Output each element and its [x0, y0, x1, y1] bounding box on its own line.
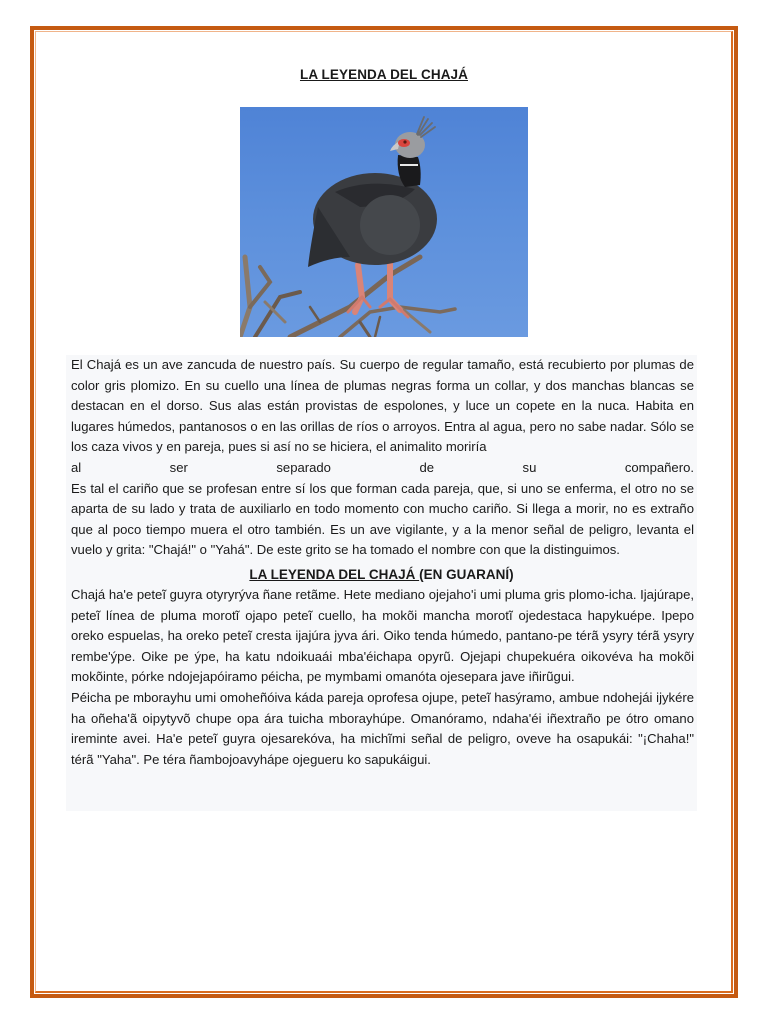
text-block [66, 355, 697, 811]
guarani-paragraph-2: Péicha pe mborayhu umi omoheñóiva káda pareja oprofesa ojupe, peteĩ hasýramo, ambue ndohejái ijykére ha oñeha'ã oipytyvõ chupe opa ára tuicha mborayhúpe. Omanóramo, ndaha'éi iñextraño pe ótro omano ireminte avei. Ha'e peteĩ guyra ojesarekóva, ha michĩmi señal de peligro, oveve ha osapukái: "¡Chaha!" térã "Yaha". Pe téra ñambojoavyhápe ojegueru ko sapukáigui. [71, 689, 694, 767]
spanish-paragraph-1: El Chajá es un ave zancuda de nuestro país. Su cuerpo de regular tamaño, está recubierto por plumas de color gris plomizo. En su cuello una línea de plumas negras forma un collar, y dos manchas blancas se destacan en el dorso. Sus alas están provistas de espolones, y luce un copete en la nuca. Habita en lugares húmedos, pantanosos o en las orillas de ríos o arroyos. Entra al agua, pero no sabe nadar. Sólo se los caza vivos y en pareja, pues si así no se hiciera, el animalito moriría [71, 357, 694, 455]
bird-illustration-icon [240, 107, 528, 337]
guarani-paragraph-1: Chajá ha'e peteĩ guyra otyryrýva ñane retãme. Hete mediano ojejaho'i umi pluma gris plomo-icha. Ijajúrape, peteĩ línea de pluma morotĩ ojapo peteĩ cuello, ha mokõi mancha morotĩ ojedestaca hapykuépe. Ipepo oreko espuelas, ha oreko peteĩ cresta ijajúra jyva ári. Oiko tenda húmedo, pantano-pe térã ysyry térã ysyry rembe'ýpe. Oike pe ýpe, ha katu ndoikuaái mba'éichapa opyrũ. Ojejapi chupekuéra oikovéva ha mokõi mokõinte, pórke ndojejapóiramo péicha, pe mymbami omanóta ojesepara jave iñirũgui. [71, 586, 694, 685]
guarani-subtitle [66, 565, 697, 585]
guarani-subtitle-rest: (EN GUARANÍ) [419, 566, 514, 582]
spanish-paragraph-1-last-line: al ser separado de su compañero. [71, 459, 694, 475]
page-title: LA LEYENDA DEL CHAJÁ [299, 67, 468, 82]
guarani-subtitle-underlined: LA LEYENDA DEL CHAJÁ [249, 566, 420, 582]
chaja-bird-photo [240, 107, 528, 337]
spanish-paragraph-2: Es tal el cariño que se profesan entre sí los que forman cada pareja, que, si uno se enferma, el otro no se aparta de su lado y trata de auxiliarlo en todo momento con mucho cariño. Si llega a morir, no es extraño que al poco tiempo muera el otro también. Es un ave vigilante, y a la menor señal de peligro, levanta el vuelo y grita: "Chajá!" o "Yahá". De este grito se ha tomado el nombre con que la distinguimos. [71, 480, 694, 558]
